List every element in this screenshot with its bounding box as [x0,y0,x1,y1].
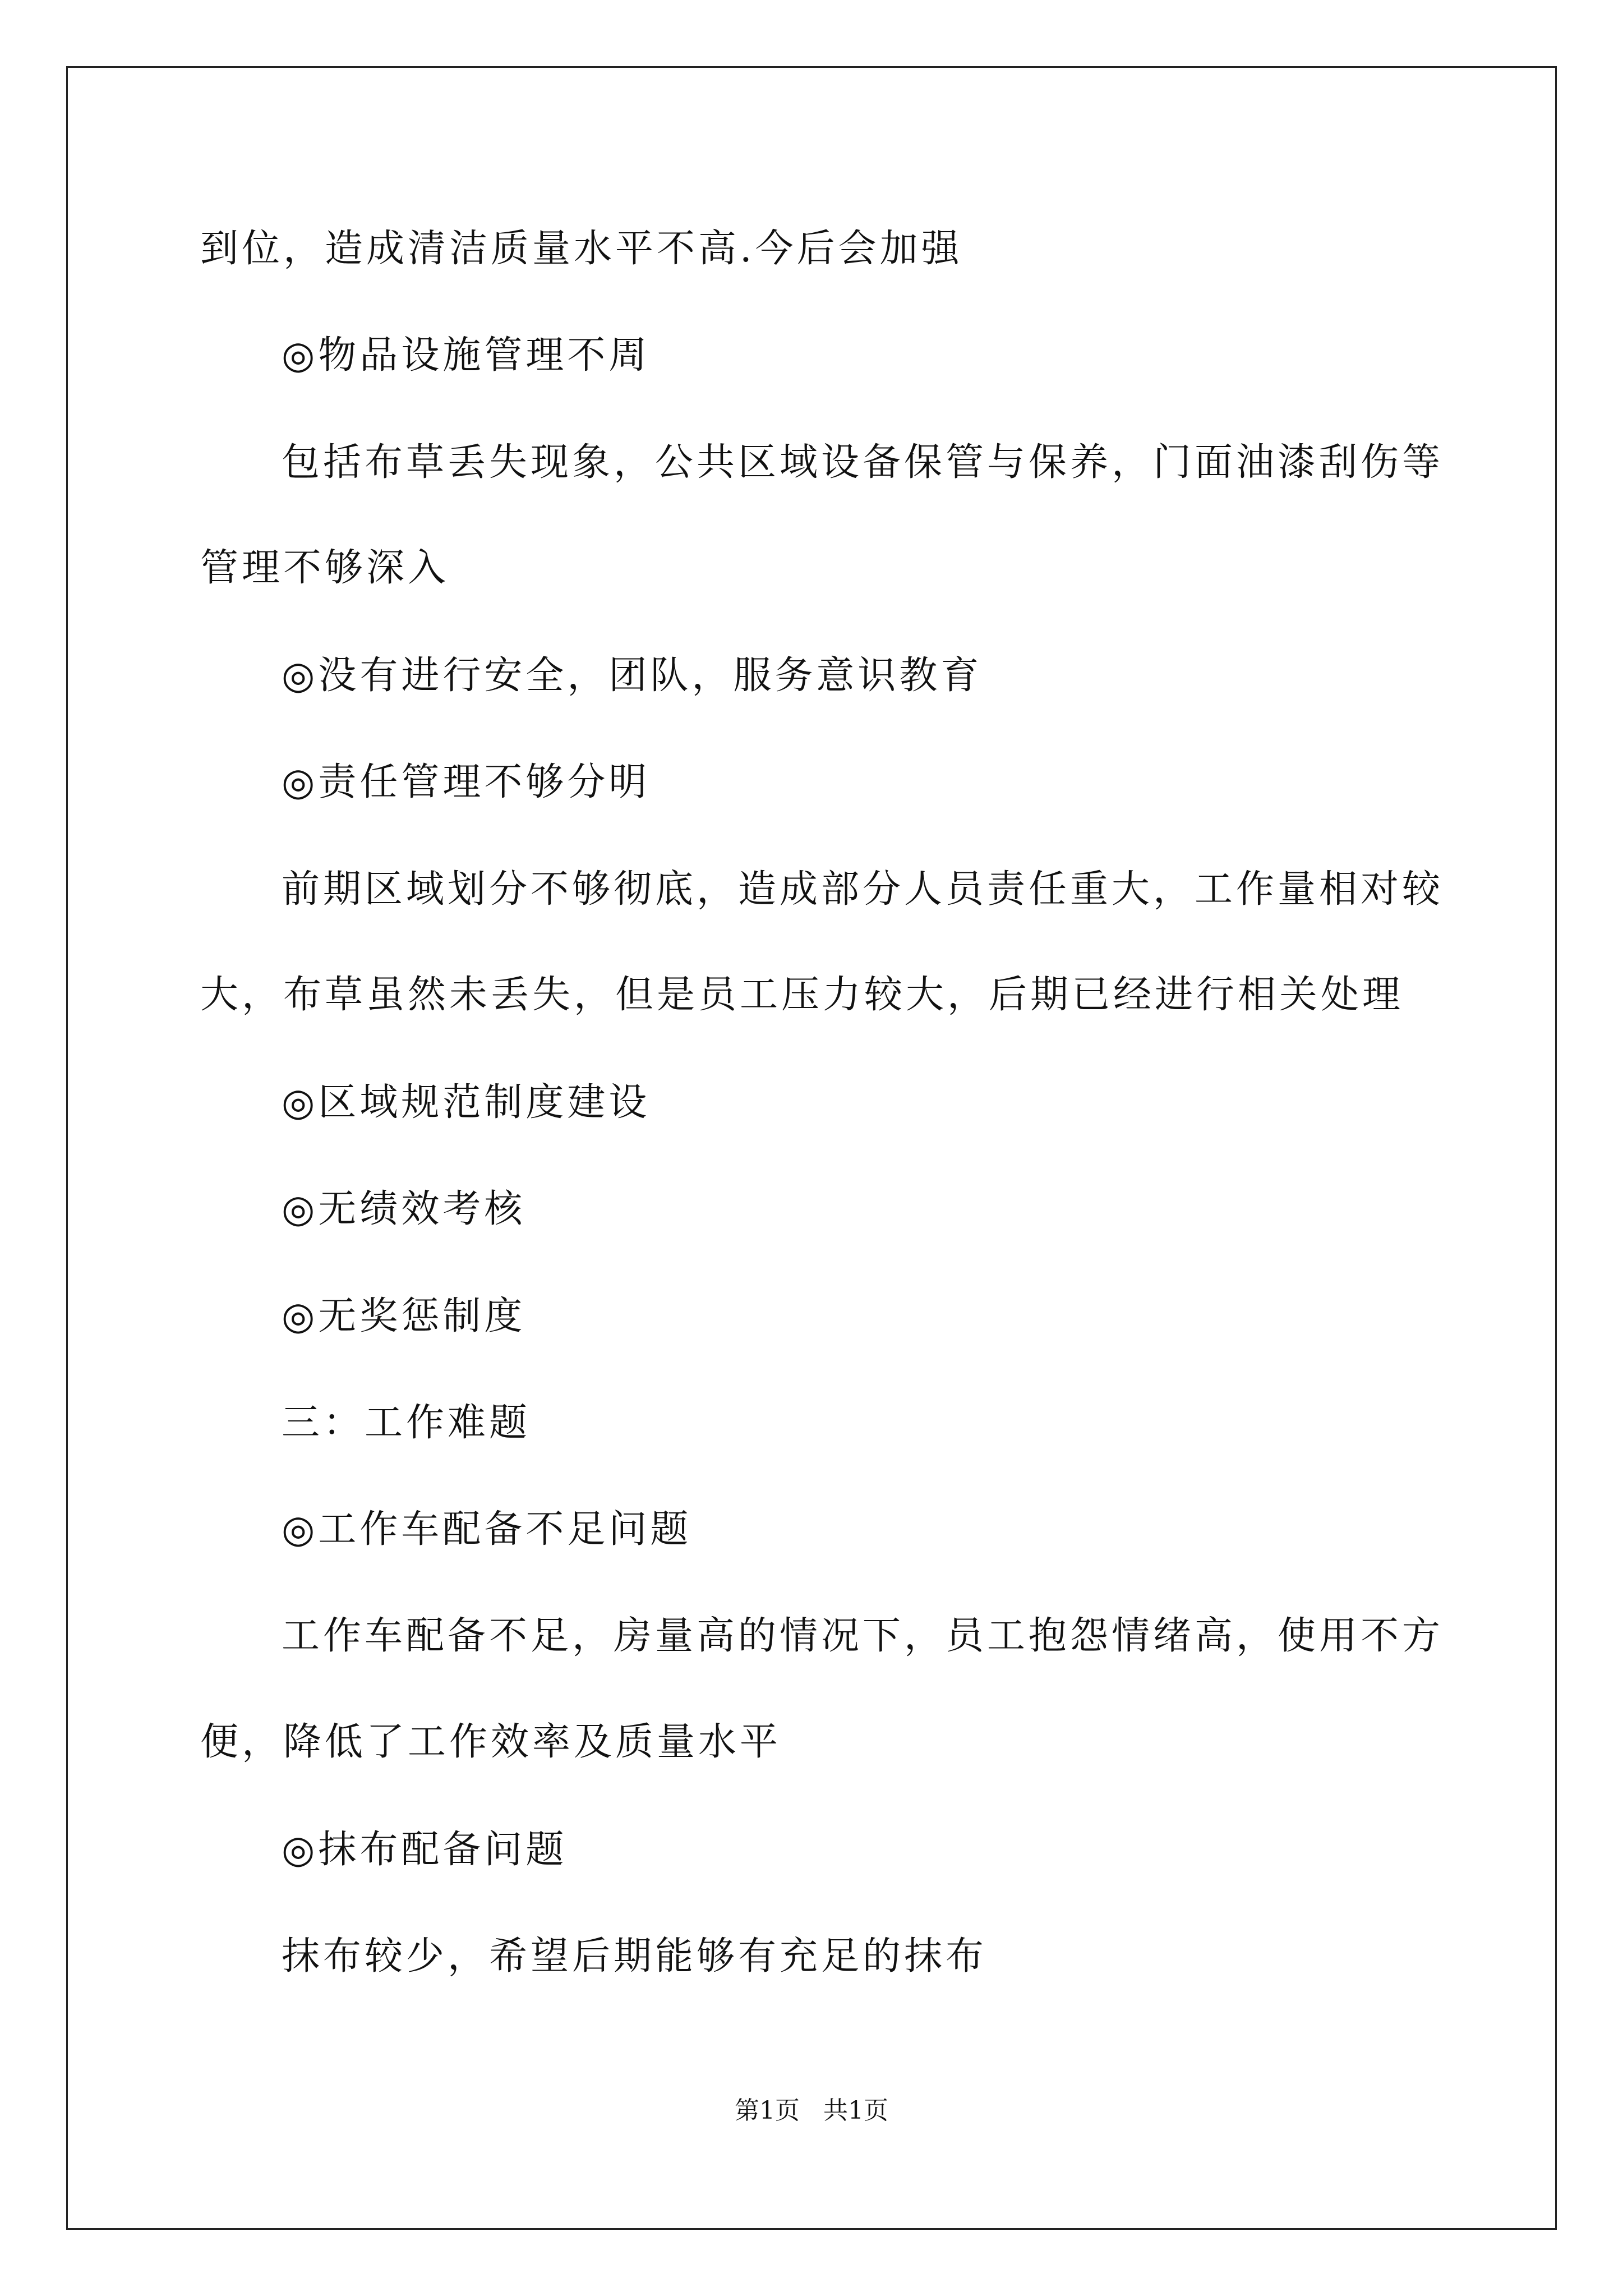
bullet-heading: ◎区域规范制度建设 [282,1080,651,1125]
paragraph-line: 管理不够深入 [200,546,450,590]
bullet-heading: ◎抹布配备问题 [282,1828,568,1872]
bullet-heading: ◎物品设施管理不周 [282,333,651,378]
paragraph-line: 抹布较少，希望后期能够有充足的抹布 [282,1934,988,1978]
paragraph-line: 工作车配备不足，房量高的情况下，员工抱怨情绪高，使用不方 [282,1614,1444,1658]
bullet-heading: ◎工作车配备不足问题 [282,1507,692,1552]
page-number-footer: 第1页 共1页 [735,2096,888,2125]
page-border [66,66,1557,2230]
section-heading: 三：工作难题 [282,1401,531,1445]
text-line: 到位，造成清洁质量水平不高.今后会加强 [200,227,963,271]
paragraph-line: 前期区域划分不够彻底，造成部分人员责任重大，工作量相对较 [282,867,1444,912]
paragraph-line: 便，降低了工作效率及质量水平 [200,1720,782,1764]
paragraph-line: 大，布草虽然未丢失，但是员工压力较大，后期已经进行相关处理 [200,973,1404,1017]
bullet-heading: ◎没有进行安全，团队，服务意识教育 [282,654,983,698]
bullet-heading: ◎责任管理不够分明 [282,760,651,804]
bullet-heading: ◎无绩效考核 [282,1187,526,1231]
paragraph-line: 包括布草丢失现象，公共区域设备保管与保养，门面油漆刮伤等 [282,440,1444,485]
bullet-heading: ◎无奖惩制度 [282,1294,526,1338]
